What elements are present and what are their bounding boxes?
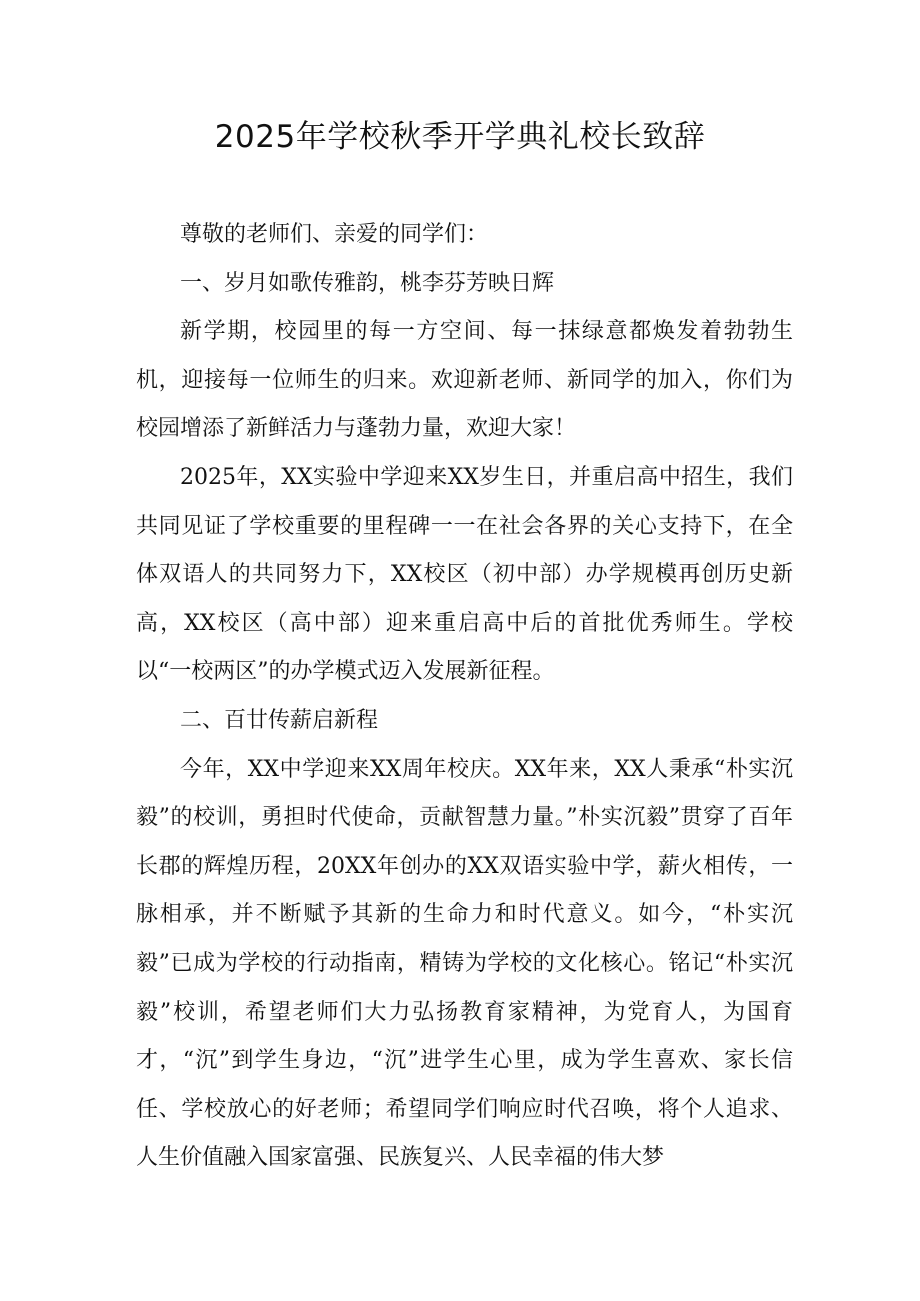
paragraph: 新学期，校园里的每一方空间、每一抹绿意都焕发着勃勃生机，迎接每一位师生的归来。欢迎新老师、新同学的加入，你们为校园增添了新鲜活力与蓬勃力量，欢迎大家！: [136, 319, 793, 442]
salutation: 尊敬的老师们、亲爱的同学们：: [180, 222, 489, 247]
section-heading-1: 一、岁月如歌传雅韵，桃李芬芳映日辉: [180, 270, 555, 296]
document-body: [136, 211, 793, 1183]
paragraph: 今年，XX中学迎来XX周年校庆。XX年来，XX人秉承“朴实沉毅”的校训，勇担时代使命，贡献智慧力量。”朴实沉毅”贯穿了百年长郡的辉煌历程，20XX年创办的XX双语实验中学，薪火相传，一脉相承，并不断赋予其新的生命力和时代意义。如今，“朴实沉毅”已成为学校的行动指南，精铸为学校的文化核心。铭记“朴实沉毅”校训，希望老师们大力弘扬教育家精神，为党育人，为国育才，“沉”到学生身边，“沉”进学生心里，成为学生喜欢、家长信任、学校放心的好老师；希望同学们响应时代召唤，将个人追求、人生价值融入国家富强、民族复兴、人民幸福的伟大梦: [136, 756, 793, 1171]
section-heading-2: 二、百廿传薪启新程: [180, 707, 379, 733]
paragraph: 2025年，XX实验中学迎来XX岁生日，并重启高中招生，我们共同见证了学校重要的里程碑一一在社会各界的关心支持下，在全体双语人的共同努力下，XX校区（初中部）办学规模再创历史新高，XX校区（高中部）迎来重启高中后的首批优秀师生。学校以“一校两区”的办学模式迈入发展新征程。: [136, 464, 793, 685]
document-title: 2025年学校秋季开学典礼校长致辞: [214, 119, 706, 155]
